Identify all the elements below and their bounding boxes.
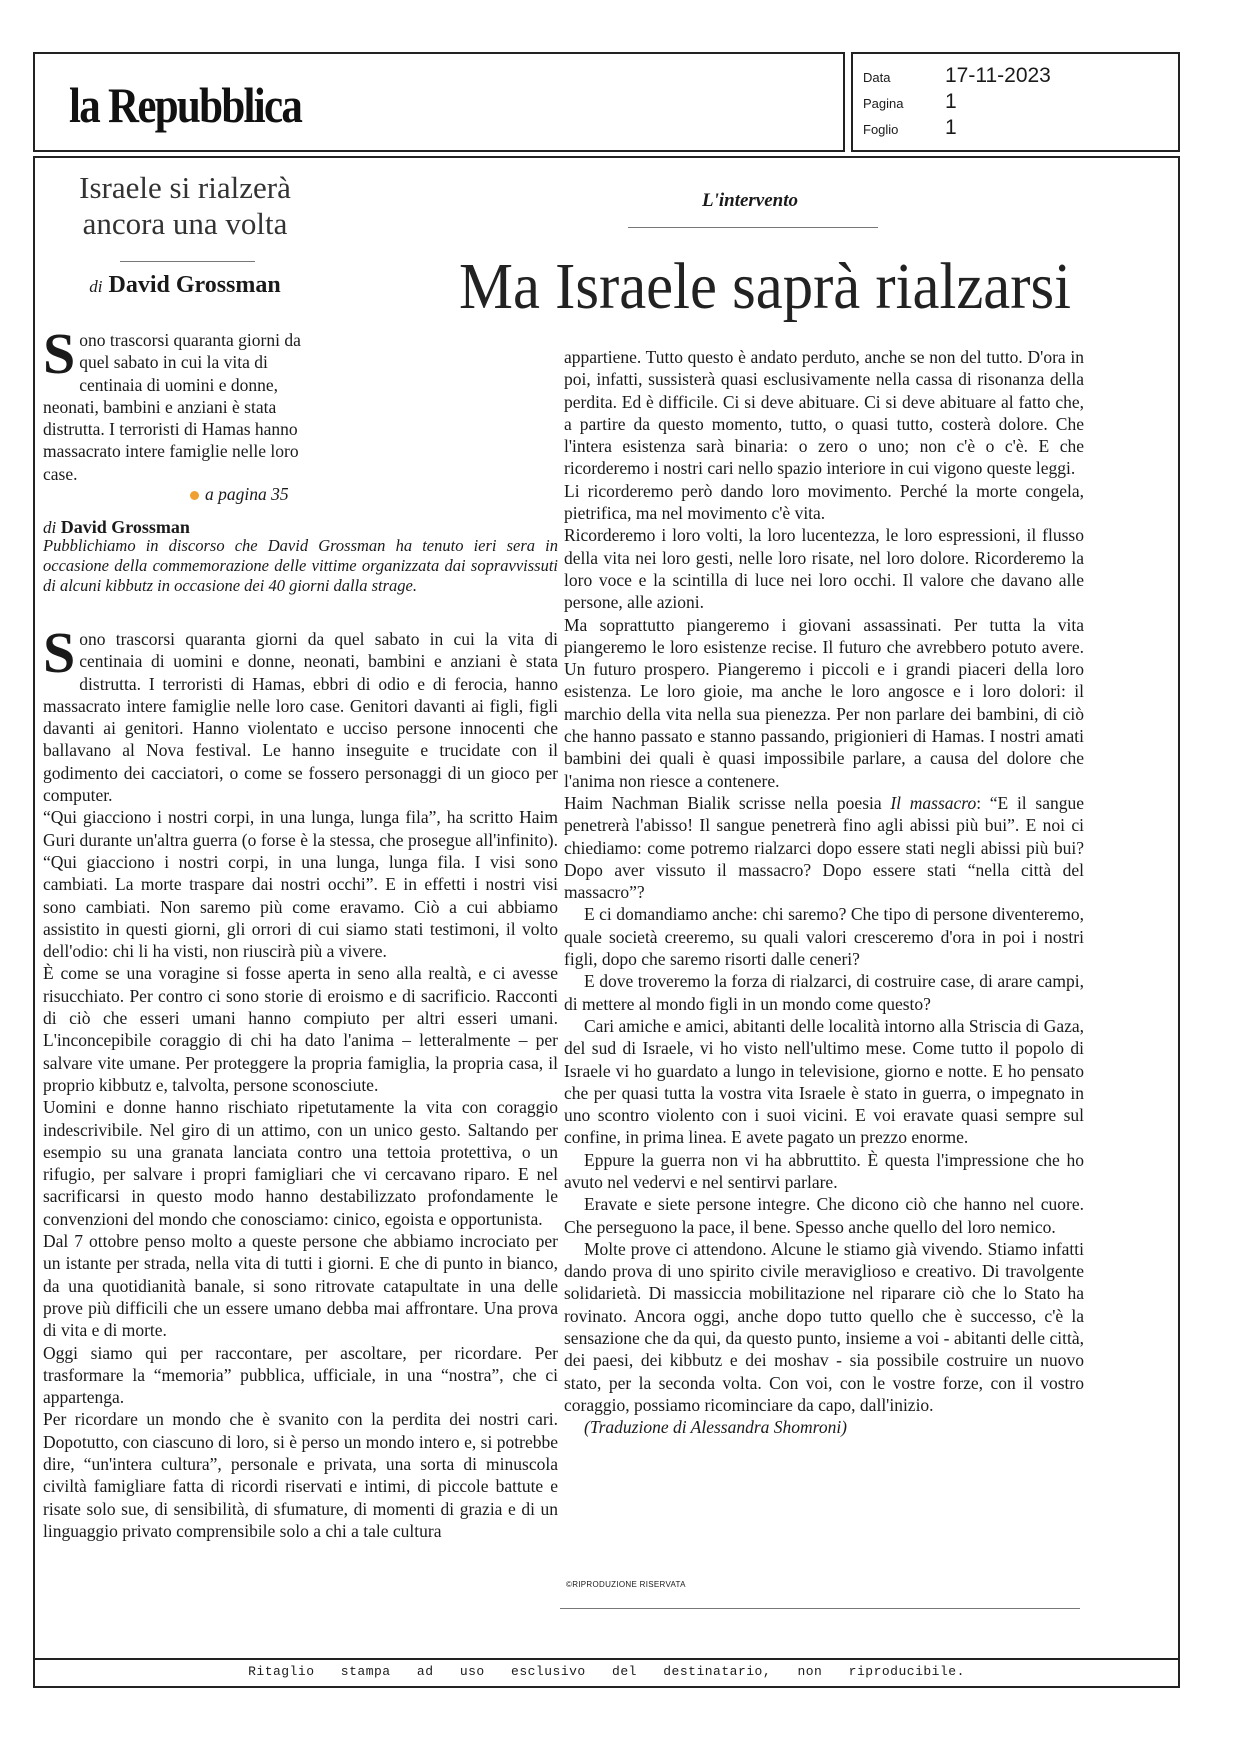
date-value: 17-11-2023 [945, 64, 1051, 87]
teaser-text: ono trascorsi quaranta giorni da quel sabato in cui la vita di centinaia di uomini e donne, neonati, bambini e anziani è stata distrutta. I terroristi di Hamas hanno massacrato intere famiglie nelle loro case. [43, 330, 301, 484]
paragraph: appartiene. Tutto questo è andato perduto, anche se non del tutto. D'ora in poi, infatti, sussisterà quasi esclusivamente nella cassa di risonanza della perdita. Ed è difficile. Ci si deve abituare. Ci si deve abituare al fatto che, a partire da questo momento, tutto, o quasi tutto, costerà dolore. Che l'intera esistenza sarà binaria: o zero o uno; non c'è o c'è. E che ricorderemo i nostri cari nello spazio interiore in cui vigono queste leggi. [564, 347, 1084, 479]
paragraph: Oggi siamo qui per raccontare, per ascoltare, per ricordare. Per trasformare la “memoria” pubblica, ufficiale, in una “nostra”, che ci appartenga. [43, 1342, 558, 1408]
paragraph-bialik: Haim Nachman Bialik scrisse nella poesia Il massacro: “E il sangue penetrerà l'abisso! Il sangue penetrerà fino agli abissi più bui”. E noi ci chiediamo: come potremo rialzarci dopo essere stati negli abissi più bui? Dopo aver vissuto il massacro? Dopo essere stati “nella città del massacro”? [564, 792, 1084, 903]
teaser-dropcap: S [43, 321, 76, 386]
article-byline-prefix: di [43, 518, 57, 537]
paragraph: Ma soprattutto piangeremo i giovani assassinati. Per tutta la vita piangeremo le loro esistenze recise. Il futuro che avrebbero potuto avere. Un futuro prospero. Piangeremo i piccoli e i grandi piaceri della loro esistenza. Le loro gioie, ma anche le loro angosce e i loro dolori: il marchio della vita nella sua pienezza. Per non parlare dei bambini, di ciò che hanno passato e stanno passando, prigionieri di Hamas. I nostri amati bambini dei quali è quasi impossibile parlare, a causa del dolore che l'anima non riesce a contenere. [564, 614, 1084, 791]
teaser-title: Israele si rialzerà ancora una volta [79, 170, 291, 241]
paragraph: Li ricorderemo però dando loro movimento. Perché la morte congela, pietrifica, ma nel movimento c'è vita. [564, 480, 1084, 524]
translator-credit: (Traduzione di Alessandra Shomroni) [584, 1417, 848, 1438]
teaser-page-ref-text: a pagina 35 [205, 484, 289, 504]
paragraph: “Qui giacciono i nostri corpi, in una lunga, lunga fila”, ha scritto Haim Guri durante un'altra guerra (o forse è la stessa, che prosegue all'infinito). “Qui giacciono i nostri corpi, in una lunga, lunga fila. I visi sono cambiati. La morte traspare dai nostri occhi”. E in effetti i nostri visi sono cambiati. Non saremo più come eravamo. Ciò a cui abbiamo assistito in questi giorni, gli orrori di cui siamo stati testimoni, il volto dell'odio: chi li ha visti, non riuscirà più a vivere. [43, 807, 558, 962]
footer-notice: Ritaglio stampa ad uso esclusivo del destinatario, non riproducibile. [248, 1664, 965, 1679]
paragraph: E ci domandiamo anche: chi saremo? Che tipo di persone diventeremo, quale società creeremo, su quali valori cresceremo d'ora in poi i nostri figli, dopo che saremo risorti dalle ceneri? [564, 904, 1084, 970]
article-end-divider [560, 1608, 1080, 1609]
article-byline [43, 517, 190, 538]
rubric-divider [628, 227, 878, 228]
page-row [863, 90, 957, 114]
clipping-meta [851, 52, 1180, 152]
article-column-left [43, 620, 558, 1542]
footer [33, 1660, 1180, 1688]
copyright-notice: ©RIPRODUZIONE RISERVATA [566, 1580, 686, 1589]
rubric: L'intervento [701, 190, 799, 211]
article-dropcap: S [43, 620, 76, 685]
article-byline-name: David Grossman [60, 517, 190, 537]
paragraph: E dove troveremo la forza di rialzarci, di costruire case, di arare campi, di mettere al mondo figli in un mondo come questo? [564, 971, 1084, 1014]
teaser-divider [120, 261, 255, 262]
date-row [863, 64, 1051, 88]
paragraph: Ricorderemo i loro volti, la loro lucentezza, le loro espressioni, il flusso della vita nei loro gesti, nelle loro risate, nel loro dolore. Ricorderemo la loro voce e la scintilla di luce nei loro occhi. Il valore che davano alle persone, alle azioni. [564, 525, 1084, 613]
paragraph: Per ricordare un mondo che è svanito con la perdita dei nostri cari. Dopotutto, con ciascuno di loro, si è perso un mondo intero e, si potrebbe dire, “un'intera cultura”, personale e privata, una sorta di minuscola civiltà famigliare fatta di ricordi riservati e intimi, di piccole battute e risate solo sue, di sensibilità, di sfumature, di momenti di grazia e di un linguaggio privato comprensibile solo a chi a tale cultura [43, 1409, 558, 1541]
teaser-page-ref [190, 484, 289, 505]
teaser-byline [50, 272, 320, 299]
paragraph: Eravate e siete persone integre. Che dicono ciò che hanno nel cuore. Che perseguono la pace, il bene. Spesso anche quello del loro nemico. [564, 1194, 1084, 1237]
paragraph: Eppure la guerra non vi ha abbruttito. È questa l'impressione che ho avuto nel vedervi e nel sentirvi parlare. [564, 1149, 1084, 1192]
paragraph: Uomini e donne hanno rischiato ripetutamente la vita con coraggio indescrivibile. Nel giro di un attimo, con un unico gesto. Saltando per esempio su una granata lanciata contro una tettoia protettiva, o un rifugio, per salvare i propri famigliari che vi cercavano riparo. E nel sacrificarsi in questo modo hanno destabilizzato profondamente le convenzioni del mondo che conosciamo: cinico, egoista e opportunista. [43, 1097, 558, 1229]
teaser-byline-prefix: di [89, 277, 103, 296]
paragraph: È come se una voragine si fosse aperta in seno alla realtà, e ci avesse risucchiato. Per contro ci sono storie di eroismo e di sacrificio. Racconti di ciò che esseri umani hanno compiuto per altri esseri umani. L'inconcepibile coraggio di chi ha dato l'anima – letteralmente – per salvare vite umane. Per proteggere la propria famiglia, la propria casa, il proprio kibbutz e, talvolta, persone sconosciute. [43, 963, 558, 1095]
newspaper-logo: la Repubblica [69, 77, 302, 133]
article-intro: Pubblichiamo in discorso che David Grossman ha tenuto ieri sera in occasione della commemorazione delle vittime organizzata dai sopravvissuti di alcuni kibbutz in occasione dei 40 giorni dalla strage. [43, 536, 558, 595]
page-label: Pagina [863, 96, 904, 111]
masthead [33, 52, 845, 152]
headline: Ma Israele saprà rialzarsi [459, 250, 1071, 323]
bullet-dot-icon [190, 491, 199, 500]
date-label: Data [863, 70, 891, 85]
paragraph: Dal 7 ottobre penso molto a queste persone che abbiamo incrociato per un istante per strada, nella vita di tutti i giorni. E che di punto in bianco, da una quotidianità banale, si sono ritrovate catapultate in una delle prove più difficili che un essere umano debba mai affrontare. Una prova di vita e di morte. [43, 1231, 558, 1341]
sheet-row [863, 116, 957, 140]
paragraph: Cari amiche e amici, abitanti delle località intorno alla Striscia di Gaza, del sud di Israele, vi ho visto nell'ultimo mese. Come tutto il popolo di Israele vi ho guardato a lungo in televisione, giorno e notte. E ho pensato che per quasi tutta la vostra vita Israele è stato in guerra, o impegnato in uno scontro violento con i suoi vicini. E voi eravate quasi sempre sul confine, in prima linea. E avete pagato un prezzo enorme. [564, 1015, 1085, 1148]
paragraph: Sono trascorsi quaranta giorni da quel sabato in cui la vita di centinaia di uomini e donne, neonati, bambini e anziani è stata distrutta. I terroristi di Hamas, ebbri di odio e di ferocia, hanno massacrato intere famiglie nelle loro case. Genitori davanti ai figli, figli davanti ai genitori. Hanno violentato e ucciso persone innocenti che ballavano al Nova festival. Le hanno inseguite e trucidate con il godimento dei cacciatori, o come se fossero personaggi di un gioco per computer. [43, 620, 558, 806]
poem-title: Il massacro [890, 792, 977, 813]
teaser-byline-name: David Grossman [108, 272, 281, 298]
teaser-body [43, 321, 325, 485]
article-column-right [564, 346, 1084, 1439]
sheet-label: Foglio [863, 122, 899, 137]
sheet-value: 1 [945, 116, 957, 139]
paragraph: Molte prove ci attendono. Alcune le stiamo già vivendo. Stiamo infatti dando prova di uno spirito civile meraviglioso e creativo. Di travolgente solidarietà. Di massiccia mobilitazione nel riparare ciò che lo Stato ha rovinato. Ancora oggi, anche dopo tutto quello che è successo, c'è la sensazione che da qui, da questo punto, insieme a voi - abitanti delle città, dei paesi, dei kibbutz e dei moshav - sia possibile costruire un nuovo stato, per la seconda volta. Con voi, con le vostre forze, con il vostro coraggio, possiamo ricominciare da capo, dall'inizio. [564, 1238, 1084, 1415]
page-value: 1 [945, 90, 957, 113]
